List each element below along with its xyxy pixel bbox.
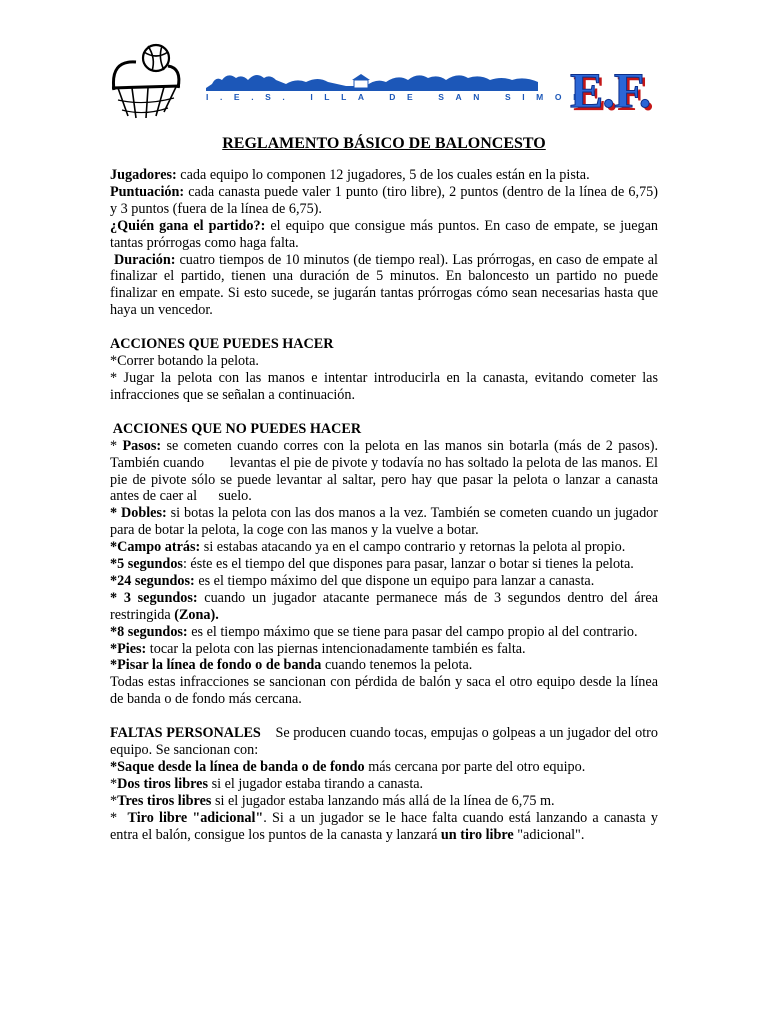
tiro-adicional-end: "adicional".: [513, 826, 585, 843]
saque-text: más cercana por parte del otro equipo.: [364, 759, 586, 775]
dos-tiros-paragraph: [110, 776, 658, 793]
faltas-intro-paragraph: [110, 725, 662, 759]
dobles-paragraph: [110, 505, 658, 539]
jugadores-text: cada equipo lo componen 12 jugadores, 5 de los cuales están en la pista.: [176, 167, 590, 183]
dobles-text: si botas la pelota con las dos manos a la vez. También se cometen cuando un jugador para de botar la pelota, la coge con las manos y la vuelve a botar.: [110, 505, 658, 539]
pies-label: *Pies:: [110, 640, 147, 657]
saque-paragraph: [110, 759, 658, 776]
dos-tiros-text: si el jugador estaba tirando a canasta.: [208, 775, 424, 792]
puntuacion-label: Puntuación:: [110, 183, 185, 200]
page-title: REGLAMENTO BÁSICO DE BALONCESTO: [222, 135, 546, 152]
school-name: I.E.S. ILLA DE SAN SIMON: [206, 92, 591, 102]
acciones-si-item: * Jugar la pelota con las manos e intentar introducirla en la canasta, evitando cometer las infracciones que se señalan a continuación.: [110, 369, 658, 403]
duracion-text: cuatro tiempos de 10 minutos (de tiempo real). Las prórrogas, en caso de empate al finalizar el partido, tienen una duración de 5 minutos. En baloncesto un partido no puede finalizar en empate. Si esto sucede, se jugarán tantas prórrogas cómo sean necesarias hasta que haya un vencedor.: [110, 251, 658, 319]
tres-segundos-label: * 3 segundos:: [110, 589, 198, 606]
school-logo: [206, 68, 591, 108]
document-header: [0, 0, 768, 130]
tiro-adicional-bold: un tiro libre: [440, 826, 514, 843]
ocho-segundos-label: *8 segundos:: [110, 623, 188, 640]
spacer: [110, 708, 658, 725]
acciones-no-heading-text: ACCIONES QUE NO PUEDES HACER: [110, 420, 362, 437]
ef-logo: E.F.: [570, 62, 651, 118]
pisar-linea-label: *Pisar la línea de fondo o de banda: [110, 657, 322, 674]
ocho-segundos-text: es el tiempo máximo que se tiene para pasar del campo propio al del contrario.: [187, 623, 638, 640]
pasos-prefix: *: [110, 437, 123, 454]
dos-tiros-prefix: *: [110, 775, 118, 792]
pisar-linea-text: cuando tenemos la pelota.: [321, 657, 473, 674]
saque-label: *Saque desde la línea de banda o de fondo: [110, 759, 365, 775]
tres-tiros-paragraph: [110, 793, 658, 810]
spacer: [110, 404, 658, 421]
puntuacion-text: cada canasta puede valer 1 punto (tiro libre), 2 puntos (dentro de la línea de 6,75) y 3 puntos (fuera de la línea de 6,75).: [110, 183, 658, 217]
ocho-segundos-paragraph: [110, 624, 658, 641]
pies-paragraph: [110, 641, 658, 658]
duracion-paragraph: [110, 252, 658, 320]
campo-atras-paragraph: [110, 539, 658, 556]
campo-atras-text: si estabas atacando ya en el campo contrario y retornas la pelota al propio.: [200, 539, 626, 556]
quien-gana-paragraph: [110, 218, 658, 252]
campo-atras-label: *Campo atrás:: [110, 539, 201, 556]
pasos-label: Pasos:: [122, 437, 162, 454]
faltas-heading: FALTAS PERSONALES: [110, 725, 261, 742]
acciones-si-item: *Correr botando la pelota.: [110, 353, 259, 370]
tres-tiros-prefix: *: [110, 792, 118, 809]
pisar-linea-paragraph: [110, 657, 658, 674]
basketball-hoop-icon: [104, 40, 186, 120]
faltas-intro-text: Se producen cuando tocas, empujas o golpeas a un jugador del otro equipo. Se sancionan con:: [110, 725, 662, 759]
acciones-si-heading-text: ACCIONES QUE PUEDES HACER: [110, 336, 334, 353]
duracion-label: Duración:: [114, 251, 176, 268]
quien-gana-text: el equipo que consigue más puntos. En caso de empate, se juegan tantas prórrogas como haga falta.: [110, 217, 658, 251]
quien-gana-label: ¿Quién gana el partido?:: [110, 217, 266, 234]
acciones-si-heading: [110, 336, 658, 353]
zona-label: (Zona).: [174, 606, 219, 623]
acciones-no-heading: [110, 421, 658, 438]
cinco-segundos-paragraph: [110, 556, 658, 573]
tiro-adicional-label: Tiro libre "adicional": [127, 809, 264, 826]
cinco-segundos-text: : éste es el tiempo del que dispones para pasar, lanzar o botar si tienes la pelota.: [182, 556, 634, 573]
jugadores-label: Jugadores:: [110, 167, 177, 183]
trees-skyline-icon: [206, 68, 538, 92]
cinco-segundos-label: *5 segundos: [110, 556, 183, 573]
tres-tiros-text: si el jugador estaba lanzando más allá de la línea de 6,75 m.: [211, 792, 555, 809]
dos-tiros-label: Dos tiros libres: [117, 775, 209, 792]
dobles-label: * Dobles:: [110, 505, 167, 522]
spacer: [110, 319, 658, 336]
veinticuatro-segundos-text: es el tiempo máximo del que dispone un equipo para lanzar a canasta.: [194, 572, 595, 589]
tres-segundos-paragraph: [110, 590, 658, 624]
document-body: [110, 167, 662, 844]
veinticuatro-segundos-paragraph: [110, 573, 658, 590]
pies-text: tocar la pelota con las piernas intencionadamente también es falta.: [146, 640, 526, 657]
tres-segundos-text: cuando un jugador atacante permanece más de 3 segundos dentro del área restringida: [110, 589, 658, 623]
jugadores-paragraph: [110, 167, 658, 184]
tiro-adicional-text: . Si a un jugador se le hace falta cuando está lanzando a canasta y entra el balón, consigue los puntos de la canasta y lanzará: [110, 809, 662, 843]
veinticuatro-segundos-label: *24 segundos:: [110, 572, 195, 589]
puntuacion-paragraph: [110, 184, 658, 218]
tres-tiros-label: Tres tiros libres: [117, 792, 212, 809]
pasos-paragraph: [110, 437, 662, 506]
pasos-text: se cometen cuando corres con la pelota en las manos sin botarla (más de 2 pasos). También cuando levantas el pie de pivote y todavía no has soltado la pelota de las manos. El pie de pivote sólo se puede levantar al saltar, pero hay que pasar la pelota o lanzar a canasta antes de caer al suelo.: [110, 437, 662, 505]
todas-infracciones-paragraph: Todas estas infracciones se sancionan con pérdida de balón y saca el otro equipo desde la línea de banda o de fondo más cercana.: [110, 674, 658, 708]
tiro-adicional-paragraph: [110, 809, 662, 844]
tiro-adicional-prefix: *: [110, 809, 128, 826]
